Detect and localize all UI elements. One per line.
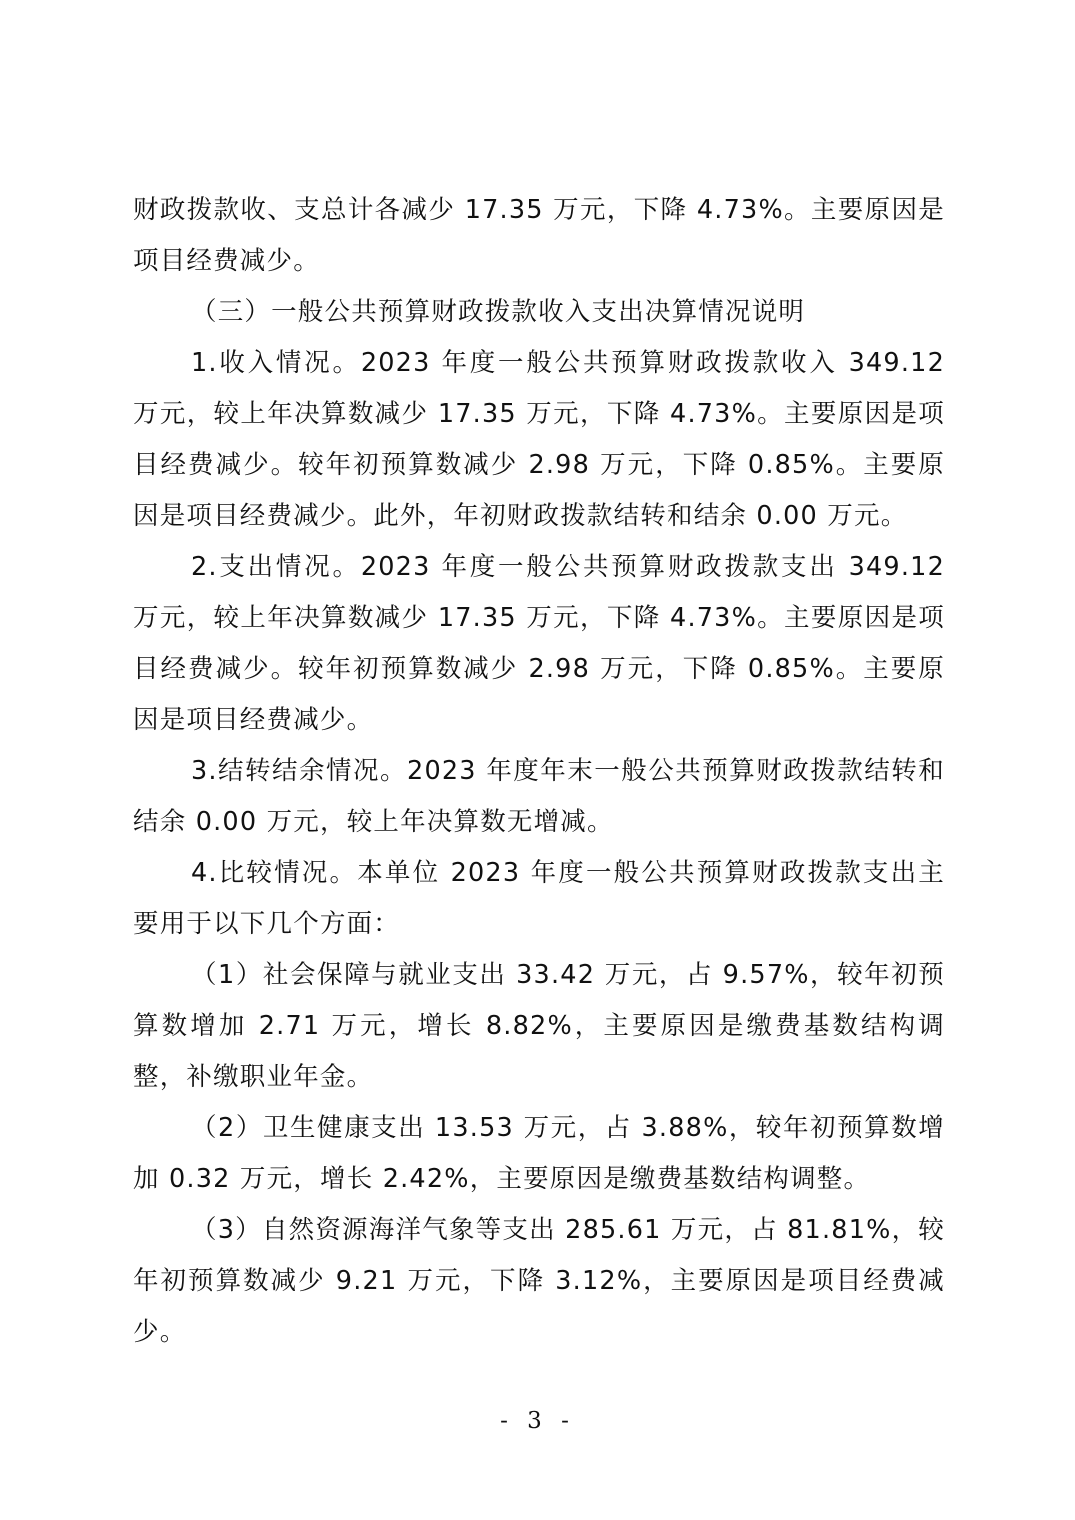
paragraph-continuation: 财政拨款收、支总计各减少 17.35 万元，下降 4.73%。主要原因是项目经费减少。 bbox=[133, 195, 945, 276]
paragraph-comparison: 4.比较情况。本单位 2023 年度一般公共预算财政拨款支出主要用于以下几个方面： bbox=[133, 858, 945, 939]
paragraph-item-2: （2）卫生健康支出 13.53 万元，占 3.88%，较年初预算数增加 0.32 万元，增长 2.42%，主要原因是缴费基数结构调整。 bbox=[133, 1113, 945, 1194]
page-number: - 3 - bbox=[500, 1408, 575, 1434]
paragraph-item-1: （1）社会保障与就业支出 33.42 万元，占 9.57%，较年初预算数增加 2.71 万元，增长 8.82%，主要原因是缴费基数结构调整，补缴职业年金。 bbox=[133, 960, 945, 1092]
paragraph-income: 1.收入情况。2023 年度一般公共预算财政拨款收入 349.12 万元，较上年决算数减少 17.35 万元，下降 4.73%。主要原因是项目经费减少。较年初预算数减少 2.98 万元，下降 0.85%。主要原因是项目经费减少。此外，年初财政拨款结转和结余 0.00 万元。 bbox=[133, 348, 945, 531]
paragraph-item-3: （3）自然资源海洋气象等支出 285.61 万元，占 81.81%，较年初预算数减少 9.21 万元，下降 3.12%，主要原因是项目经费减少。 bbox=[133, 1215, 945, 1347]
section-heading: （三）一般公共预算财政拨款收入支出决算情况说明 bbox=[191, 297, 806, 327]
document-body bbox=[133, 185, 945, 1358]
paragraph-carryover: 3.结转结余情况。2023 年度年末一般公共预算财政拨款结转和结余 0.00 万元，较上年决算数无增减。 bbox=[133, 756, 945, 837]
paragraph-expenditure: 2.支出情况。2023 年度一般公共预算财政拨款支出 349.12 万元，较上年决算数减少 17.35 万元，下降 4.73%。主要原因是项目经费减少。较年初预算数减少 2.98 万元，下降 0.85%。主要原因是项目经费减少。 bbox=[133, 552, 945, 735]
